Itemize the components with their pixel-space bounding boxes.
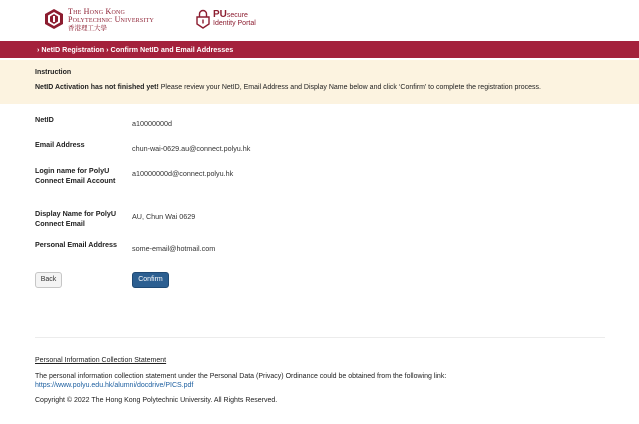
netid-label: NetID xyxy=(35,115,54,124)
breadcrumb-separator: › xyxy=(106,45,109,54)
pusecure-logo xyxy=(196,9,256,29)
university-name-chinese: 香港理工大學 xyxy=(68,25,107,32)
pics-title: Personal Information Collection Statement xyxy=(35,357,167,364)
portal-pu: PU xyxy=(213,8,227,20)
email-value: chun-wai-0629.au@connect.polyu.hk xyxy=(132,144,251,153)
copyright: Copyright © 2022 The Hong Kong Polytechnic University. All Rights Reserved. xyxy=(35,397,278,404)
portal-subtitle: Identity Portal xyxy=(213,19,256,27)
breadcrumb-item-netid-registration[interactable]: NetID Registration xyxy=(41,45,105,54)
footer-divider xyxy=(35,337,605,338)
breadcrumb xyxy=(0,41,639,58)
page-header xyxy=(0,0,639,40)
personal-email-label: Personal Email Address xyxy=(35,240,118,249)
instruction-title: Instruction xyxy=(35,69,72,76)
display-name-label: Display Name for PolyU Connect Email xyxy=(35,209,117,228)
polyu-logo[interactable] xyxy=(44,8,154,33)
pics-link[interactable]: https://www.polyu.edu.hk/alumni/docdrive/PICS.pdf xyxy=(35,382,194,389)
university-name-line2: Polytechnic University xyxy=(68,15,155,24)
lock-icon xyxy=(196,9,210,29)
polyu-seal-icon xyxy=(44,8,64,30)
netid-value: a10000000d xyxy=(132,119,172,128)
breadcrumb-item-confirm: Confirm NetID and Email Addresses xyxy=(110,45,234,54)
display-name-value: AU, Chun Wai 0629 xyxy=(132,212,196,221)
breadcrumb-separator: › xyxy=(37,45,40,54)
portal-name xyxy=(213,8,256,28)
instruction-warning: NetID Activation has not finished yet! xyxy=(35,84,159,91)
university-name xyxy=(68,8,154,33)
login-value: a10000000d@connect.polyu.hk xyxy=(132,169,234,178)
email-label: Email Address xyxy=(35,140,85,149)
instruction-detail: Please review your NetID, Email Address and Display Name below and click ‘Confirm’ to complete the registration process. xyxy=(158,84,541,91)
university-name-line1: The Hong Kong xyxy=(68,7,126,16)
portal-secure: secure xyxy=(226,11,248,19)
login-label: Login name for PolyU Connect Email Account xyxy=(35,166,116,185)
instruction-panel xyxy=(0,60,639,104)
pics-body: The personal information collection statement under the Personal Data (Privacy) Ordinance could be obtained from the following link: xyxy=(35,373,447,380)
instruction-text xyxy=(35,84,541,91)
personal-email-value: some-email@hotmail.com xyxy=(132,244,216,253)
back-button[interactable]: Back xyxy=(35,272,62,288)
confirm-button[interactable]: Confirm xyxy=(132,272,169,288)
